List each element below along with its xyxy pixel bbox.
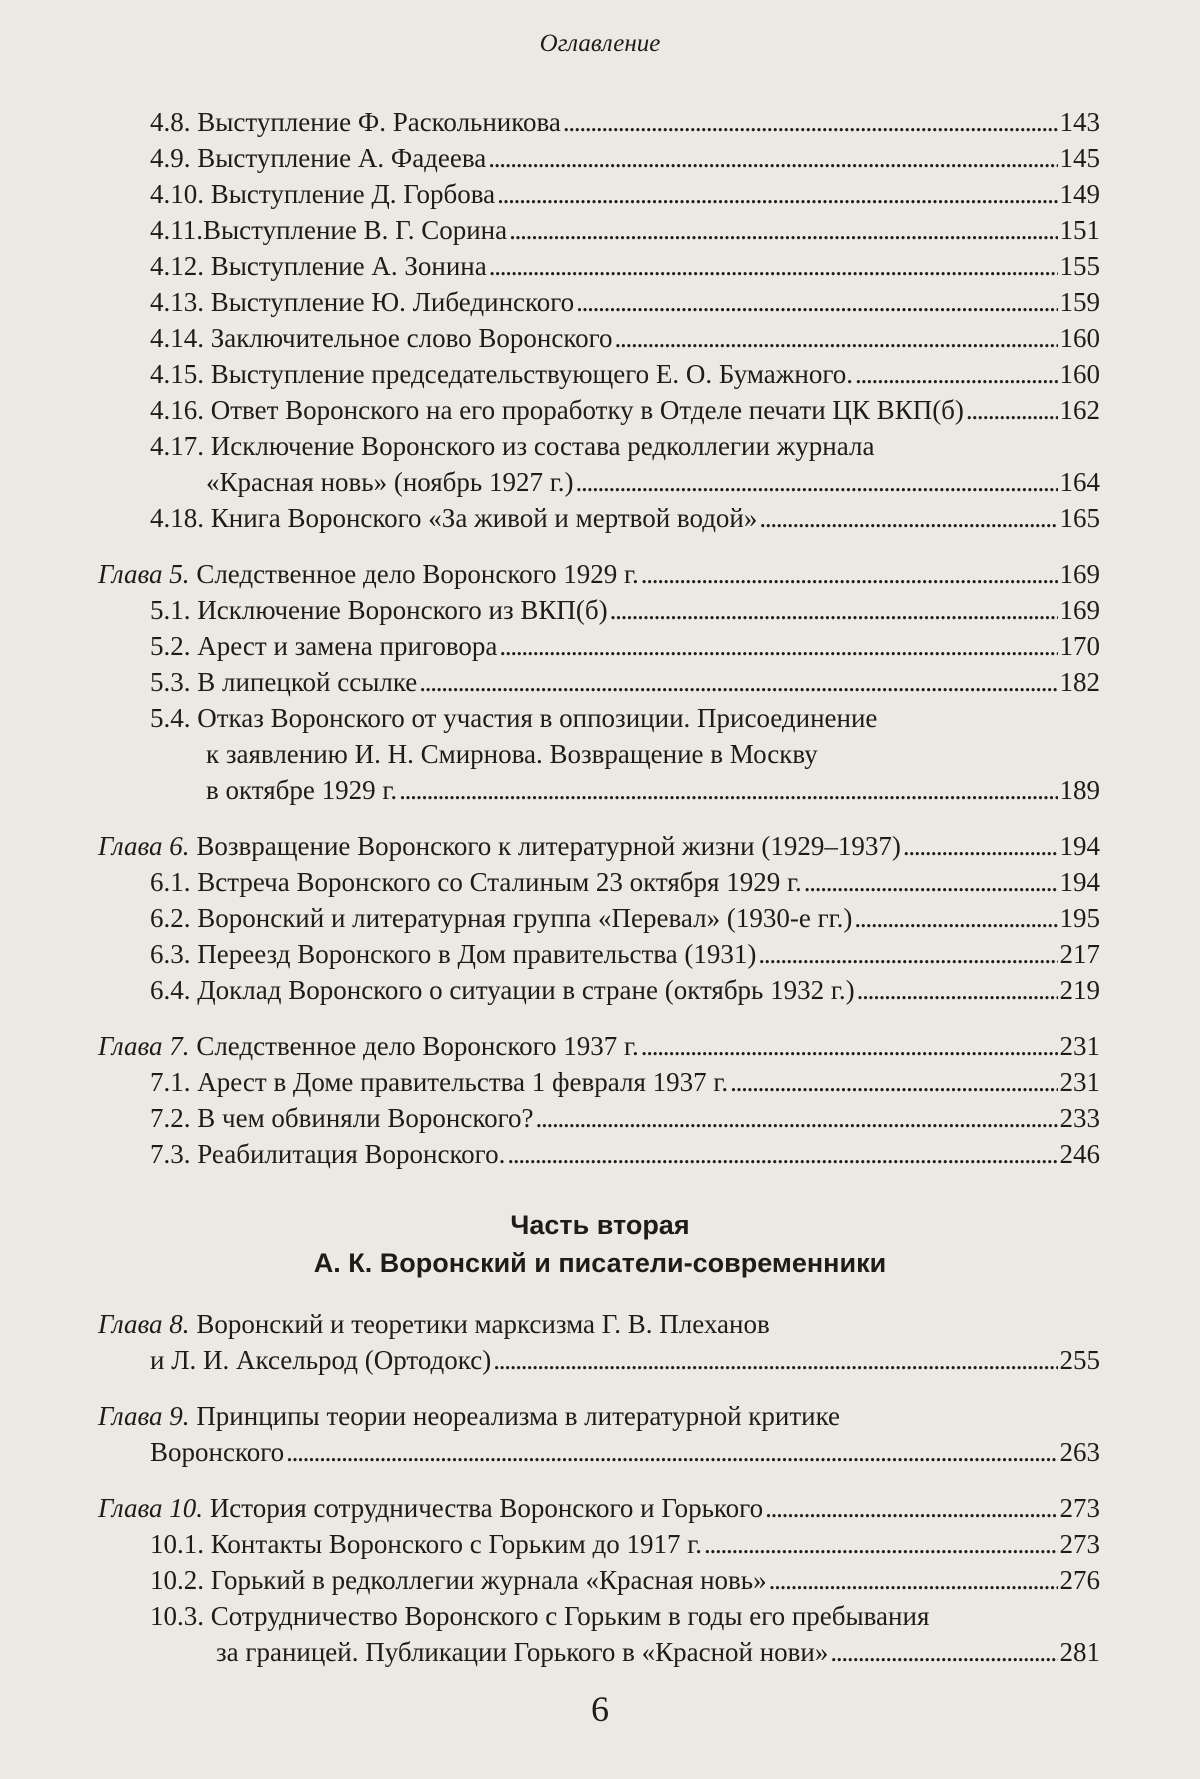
toc-title: Выступление А. Фадеева — [197, 143, 487, 173]
toc-number: 7.3. — [150, 1139, 191, 1169]
leader-dots — [855, 356, 1057, 392]
leader-dots — [759, 500, 1057, 536]
toc-number: 5.1. — [150, 595, 191, 625]
toc-page: 276 — [1059, 1565, 1100, 1595]
toc-title-line: 4.17. Исключение Воронского из состава редколлегии журнала — [150, 431, 875, 461]
leader-dots — [765, 1490, 1057, 1526]
leader-dots — [610, 592, 1058, 628]
toc-title: Выступление А. Зонина — [210, 251, 487, 281]
leader-dots — [769, 1562, 1058, 1598]
toc-number: 4.13. — [150, 287, 204, 317]
leader-dots — [804, 864, 1058, 900]
toc-page: 145 — [1059, 143, 1100, 173]
toc-page: 160 — [1059, 323, 1100, 353]
toc-title: Ответ Воронского на его проработку в Отделе печати ЦК ВКП(б) — [210, 395, 964, 425]
leader-dots — [854, 900, 1057, 936]
toc-page: 246 — [1059, 1139, 1100, 1169]
chapter-label: Глава 7. — [98, 1031, 190, 1061]
toc-title: Книга Воронского «За живой и мертвой водой» — [210, 503, 758, 533]
leader-dots — [830, 1634, 1057, 1670]
toc-page: 151 — [1059, 215, 1100, 245]
leader-dots — [507, 1136, 1057, 1172]
toc-page: 281 — [1059, 1637, 1100, 1667]
toc-entry-10-2 — [150, 1562, 1100, 1598]
toc-title-line: Принципы теории неореализма в литературной критике — [196, 1401, 841, 1431]
leader-dots — [419, 664, 1057, 700]
toc-entry-4-18 — [150, 500, 1100, 536]
leader-dots — [489, 248, 1058, 284]
toc-entry-6-1 — [150, 864, 1100, 900]
toc-number: 6.3. — [150, 939, 191, 969]
toc-title-line: Воронского — [150, 1437, 285, 1467]
toc-page: 217 — [1059, 939, 1100, 969]
toc-number: 4.10. — [150, 179, 204, 209]
toc-number: 4.11. — [150, 215, 203, 245]
toc-chapter-10 — [98, 1490, 1100, 1526]
toc-title: Заключительное слово Воронского — [210, 323, 613, 353]
toc-title: Следственное дело Воронского 1937 г. — [196, 1031, 639, 1061]
toc-page: 169 — [1059, 559, 1100, 589]
toc-title: Возвращение Воронского к литературной жизни (1929–1937) — [196, 831, 901, 861]
toc-number: 7.2. — [150, 1103, 191, 1133]
chapter-label: Глава 8. — [98, 1309, 190, 1339]
toc-entry-10-3-cont — [216, 1634, 1100, 1670]
toc-chapter-5 — [98, 556, 1100, 592]
toc-page: 149 — [1059, 179, 1100, 209]
toc-title: В липецкой ссылке — [197, 667, 418, 697]
toc-page: 165 — [1059, 503, 1100, 533]
part-label: Часть вторая — [510, 1210, 690, 1240]
toc-title-line: Воронский и теоретики марксизма Г. В. Плеханов — [196, 1309, 770, 1339]
toc-number: 6.1. — [150, 867, 191, 897]
toc-page: 194 — [1059, 867, 1100, 897]
toc-entry-4-10 — [150, 176, 1100, 212]
toc-title: Исключение Воронского из ВКП(б) — [197, 595, 608, 625]
toc-number: 5.3. — [150, 667, 191, 697]
toc-page: 233 — [1059, 1103, 1100, 1133]
toc-entry-4-13 — [150, 284, 1100, 320]
toc-number: 4.9. — [150, 143, 191, 173]
toc-page: 164 — [1059, 467, 1100, 497]
leader-dots — [903, 828, 1058, 864]
toc-entry-6-3 — [150, 936, 1100, 972]
toc-entry-4-12 — [150, 248, 1100, 284]
toc-number: 6.4. — [150, 975, 191, 1005]
leader-dots — [758, 936, 1057, 972]
toc-title: Доклад Воронского о ситуации в стране (октябрь 1932 г.) — [197, 975, 855, 1005]
leader-dots — [488, 140, 1057, 176]
toc-title: Выступление председательствующего Е. О. Бумажного. — [210, 359, 854, 389]
toc-title: Горький в редколлегии журнала «Красная новь» — [210, 1565, 767, 1595]
toc-title: Воронский и литературная группа «Перевал» (1930-е гг.) — [197, 903, 853, 933]
toc-title-line: 5.4. Отказ Воронского от участия в оппозиции. Присоединение — [150, 703, 878, 733]
toc-entry-10-3 — [150, 1598, 1100, 1634]
part-title: А. К. Воронский и писатели-современники — [313, 1248, 887, 1278]
toc-title-line: 10.3. Сотрудничество Воронского с Горьким в годы его пребывания — [150, 1601, 930, 1631]
toc-title-line: к заявлению И. Н. Смирнова. Возвращение в Москву — [206, 739, 818, 769]
toc-page: 231 — [1059, 1031, 1100, 1061]
leader-dots — [576, 464, 1058, 500]
leader-dots — [641, 1028, 1058, 1064]
toc-page: 273 — [1059, 1529, 1100, 1559]
toc-entry-10-1 — [150, 1526, 1100, 1562]
toc-number: 4.16. — [150, 395, 204, 425]
toc-title: Переезд Воронского в Дом правительства (1931) — [197, 939, 757, 969]
leader-dots — [730, 1064, 1057, 1100]
toc-entry-7-3 — [150, 1136, 1100, 1172]
toc-number: 7.1. — [150, 1067, 191, 1097]
toc-chapter-7 — [98, 1028, 1100, 1064]
leader-dots — [509, 212, 1057, 248]
toc-entry-4-17 — [150, 428, 1100, 464]
toc-title: Арест в Доме правительства 1 февраля 1937 г. — [197, 1067, 729, 1097]
leader-dots — [966, 392, 1058, 428]
toc-page: 189 — [1059, 775, 1100, 805]
toc-page: 160 — [1059, 359, 1100, 389]
toc-entry-4-11 — [150, 212, 1100, 248]
leader-dots — [399, 772, 1057, 808]
toc-page: 273 — [1059, 1493, 1100, 1523]
toc-entry-4-14 — [150, 320, 1100, 356]
toc-entry-5-4-cont — [206, 736, 1100, 772]
toc-title-line: «Красная новь» (ноябрь 1927 г.) — [206, 467, 574, 497]
toc-page: 195 — [1059, 903, 1100, 933]
leader-dots — [857, 972, 1058, 1008]
toc-entry-5-1 — [150, 592, 1100, 628]
leader-dots — [641, 556, 1058, 592]
toc-entry-5-2 — [150, 628, 1100, 664]
chapter-label: Глава 6. — [98, 831, 190, 861]
toc-chapter-8 — [98, 1306, 1100, 1342]
running-head: Оглавление — [539, 30, 661, 57]
toc-page: 255 — [1059, 1345, 1100, 1375]
toc-title: Выступление Ф. Раскольникова — [197, 107, 561, 137]
toc-title: Встреча Воронского со Сталиным 23 октября 1929 г. — [197, 867, 802, 897]
toc-page: 155 — [1059, 251, 1100, 281]
leader-dots — [493, 1342, 1057, 1378]
toc-page: 194 — [1059, 831, 1100, 861]
leader-dots — [499, 628, 1057, 664]
toc-number: 4.12. — [150, 251, 204, 281]
toc-page: 159 — [1059, 287, 1100, 317]
chapter-label: Глава 5. — [98, 559, 190, 589]
toc-title: Следственное дело Воронского 1929 г. — [196, 559, 639, 589]
toc-entry-4-15 — [150, 356, 1100, 392]
toc-entry-4-9 — [150, 140, 1100, 176]
toc-title: Арест и замена приговора — [197, 631, 498, 661]
toc-title: История сотрудничества Воронского и Горького — [209, 1493, 764, 1523]
toc-title: Выступление Ю. Либединского — [210, 287, 575, 317]
toc-page: 170 — [1059, 631, 1100, 661]
leader-dots — [563, 104, 1058, 140]
toc-entry-5-4 — [150, 700, 1100, 736]
leader-dots — [576, 284, 1057, 320]
toc-title-line: в октябре 1929 г. — [206, 775, 398, 805]
page-number: 6 — [591, 1689, 609, 1729]
toc-chapter-9-cont — [150, 1434, 1100, 1470]
toc-entry-7-1 — [150, 1064, 1100, 1100]
toc-entry-7-2 — [150, 1100, 1100, 1136]
toc-page: 182 — [1059, 667, 1100, 697]
toc-number: 4.14. — [150, 323, 204, 353]
toc-page: 169 — [1059, 595, 1100, 625]
toc-title: Реабилитация Воронского. — [197, 1139, 506, 1169]
toc-page: 219 — [1059, 975, 1100, 1005]
toc-number: 5.2. — [150, 631, 191, 661]
toc-number: 6.2. — [150, 903, 191, 933]
leader-dots — [535, 1100, 1057, 1136]
toc-chapter-8-cont — [150, 1342, 1100, 1378]
chapter-label: Глава 9. — [98, 1401, 190, 1431]
toc-entry-4-16 — [150, 392, 1100, 428]
toc-number: 10.1. — [150, 1529, 204, 1559]
toc-title: В чем обвиняли Воронского? — [197, 1103, 534, 1133]
toc-title-line: и Л. И. Аксельрод (Ортодокс) — [150, 1345, 492, 1375]
toc-title: Контакты Воронского с Горьким до 1917 г. — [210, 1529, 702, 1559]
toc-entry-5-3 — [150, 664, 1100, 700]
toc-entry-6-4 — [150, 972, 1100, 1008]
leader-dots — [286, 1434, 1057, 1470]
leader-dots — [497, 176, 1057, 212]
toc-title: Выступление В. Г. Сорина — [203, 215, 508, 245]
toc-number: 4.18. — [150, 503, 204, 533]
toc-title: Выступление Д. Горбова — [210, 179, 496, 209]
toc-title-line: за границей. Публикации Горького в «Красной нови» — [216, 1637, 829, 1667]
toc-page: 143 — [1059, 107, 1100, 137]
toc-page: 263 — [1059, 1437, 1100, 1467]
toc-entry-4-17-cont — [206, 464, 1100, 500]
toc-entry-6-2 — [150, 900, 1100, 936]
leader-dots — [614, 320, 1057, 356]
chapter-label: Глава 10. — [98, 1493, 204, 1523]
leader-dots — [704, 1526, 1058, 1562]
toc-number: 4.8. — [150, 107, 191, 137]
toc-page: 231 — [1059, 1067, 1100, 1097]
toc-chapter-9 — [98, 1398, 1100, 1434]
toc-number: 4.15. — [150, 359, 204, 389]
toc-page: 162 — [1059, 395, 1100, 425]
toc-chapter-6 — [98, 828, 1100, 864]
toc-number: 10.2. — [150, 1565, 204, 1595]
toc-entry-4-8 — [150, 104, 1100, 140]
toc-entry-5-4-end — [206, 772, 1100, 808]
